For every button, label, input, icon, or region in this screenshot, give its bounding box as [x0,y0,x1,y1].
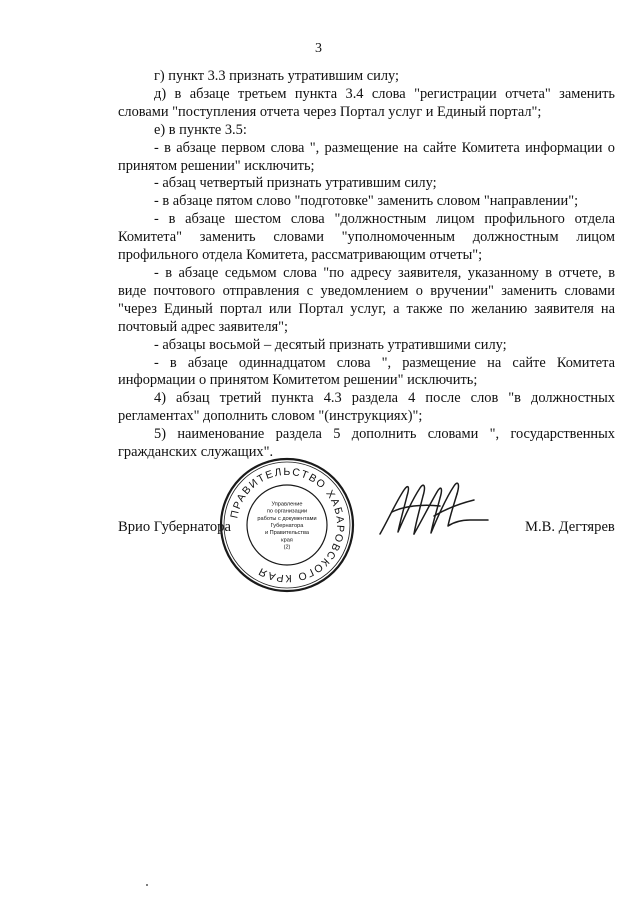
stamp-center-line: по организации [266,508,308,515]
paragraph: д) в абзаце третьем пункта 3.4 слова "регистрации отчета" заменить словами "поступления отчета через Портал услуг и Единый портал"; [118,85,615,120]
paragraph: г) пункт 3.3 признать утратившим силу; [154,68,400,84]
paragraph: 5) наименование раздела 5 дополнить словами ", государственных гражданских служащих". [118,426,615,461]
document-body [118,68,615,462]
stamp-center-line: Губернатора [270,523,304,529]
stamp-center-text [257,501,316,550]
paragraph: - абзацы восьмой – десятый признать утратившими силу; [154,336,507,353]
scan-dot [146,884,148,886]
handwritten-signature [374,476,490,546]
paragraph: - в абзаце одиннадцатом слова ", размещение на сайте Комитета информации о принятом Комитетом решении" исключить; [118,354,615,389]
paragraph: - в абзаце первом слова ", размещение на сайте Комитета информации о принятом решении" исключить; [118,139,615,174]
paragraph: е) в пункте 3.5: [154,121,247,138]
paragraph: - в абзаце пятом слово "подготовке" заменить словом "направлении"; [154,193,579,210]
signer-name: М.В. Дегтярев [525,519,615,535]
paragraph: 4) абзац третий пункта 4.3 раздела 4 после слов "в должностных регламентах" дополнить словом "(инструкциях)"; [118,390,615,425]
paragraph: - в абзаце шестом слова "должностным лицом профильного отдела Комитета" заменить словами "уполномоченным должностным лицом профильного отдела Комитета, рассматривающим отчеты"; [118,211,615,264]
signer-position: Врио Губернатора [118,519,231,535]
page-number: 3 [315,41,322,56]
paragraph: - абзац четвертый признать утратившим силу; [154,175,437,192]
official-stamp [218,456,356,594]
paragraph: - в абзаце седьмом слова "по адресу заявителя, указанному в отчете, в виде почтового отправления с уведомлением о вручении" заменить словами "через Единый портал или Портал услуг, а также по желанию заявителя на почтовый адрес заявителя"; [118,264,615,335]
stamp-center-line: Управление [271,501,303,508]
stamp-center-line: (2) [283,544,291,551]
stamp-center-line: края [281,537,293,544]
stamp-center-line: работы с документами [257,515,317,522]
stamp-ring-text: ПРАВИТЕЛЬСТВО ХАБАРОВСКОГО КРАЯ [228,465,347,585]
signature-block [0,452,637,602]
stamp-center-line: и Правительства [265,530,309,537]
